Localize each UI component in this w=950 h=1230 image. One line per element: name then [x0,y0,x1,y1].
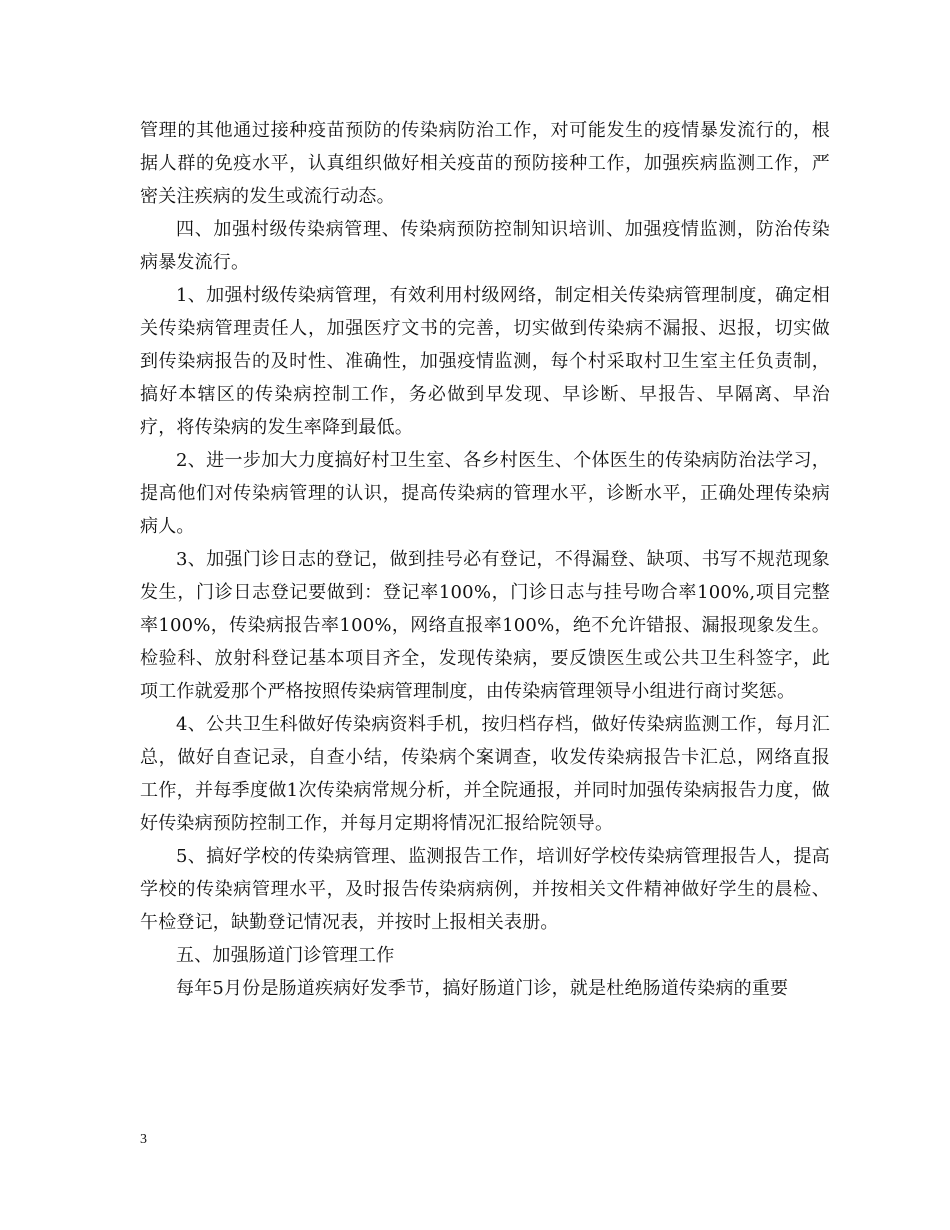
paragraph-section-four-heading: 四、加强村级传染病管理、传染病预防控制知识培训、加强疫情监测，防治传染病暴发流行。 [140,219,830,273]
paragraph-continuation: 管理的其他通过接种疫苗预防的传染病防治工作，对可能发生的疫情暴发流行的，根据人群的免疫水平，认真组织做好相关疫苗的预防接种工作，加强疾病监测工作，严密关注疾病的发生或流行动态。 [140,120,830,207]
paragraph-section-five-heading: 五、加强肠道门诊管理工作 [176,945,395,966]
paragraph-item-2: 2、进一步加大力度搞好村卫生室、各乡村医生、个体医生的传染病防治法学习，提高他们对传染病管理的认识，提高传染病的管理水平，诊断水平，正确处理传染病病人。 [140,450,830,537]
document-body [140,114,830,1005]
paragraph-section-five-body: 每年5月份是肠道疾病好发季节，搞好肠道门诊，就是杜绝肠道传染病的重要 [176,978,789,999]
paragraph-item-1: 1、加强村级传染病管理，有效利用村级网络，制定相关传染病管理制度，确定相关传染病管理责任人，加强医疗文书的完善，切实做到传染病不漏报、迟报，切实做到传染病报告的及时性、准确性，加强疫情监测，每个村采取村卫生室主任负责制，搞好本辖区的传染病控制工作，务必做到早发现、早诊断、早报告、早隔离、早治疗，将传染病的发生率降到最低。 [140,285,830,438]
paragraph-item-5: 5、搞好学校的传染病管理、监测报告工作，培训好学校传染病管理报告人，提高学校的传染病管理水平，及时报告传染病病例，并按相关文件精神做好学生的晨检、午检登记，缺勤登记情况表，并按时上报相关表册。 [140,846,830,933]
page-number: 3 [140,1132,147,1147]
paragraph-item-4: 4、公共卫生科做好传染病资料手机，按归档存档，做好传染病监测工作，每月汇总，做好自查记录，自查小结，传染病个案调查，收发传染病报告卡汇总，网络直报工作，并每季度做1次传染病常规分析，并全院通报，并同时加强传染病报告力度，做好传染病预防控制工作，并每月定期将情况汇报给院领导。 [140,714,830,834]
paragraph-item-3: 3、加强门诊日志的登记，做到挂号必有登记，不得漏登、缺项、书写不规范现象发生，门诊日志登记要做到：登记率100%，门诊日志与挂号吻合率100%,项目完整率100%，传染病报告率100%，网络直报率100%，绝不允许错报、漏报现象发生。检验科、放射科登记基本项目齐全，发现传染病，要反馈医生或公共卫生科签字，此项工作就爱那个严格按照传染病管理制度，由传染病管理领导小组进行商讨奖惩。 [140,549,830,702]
